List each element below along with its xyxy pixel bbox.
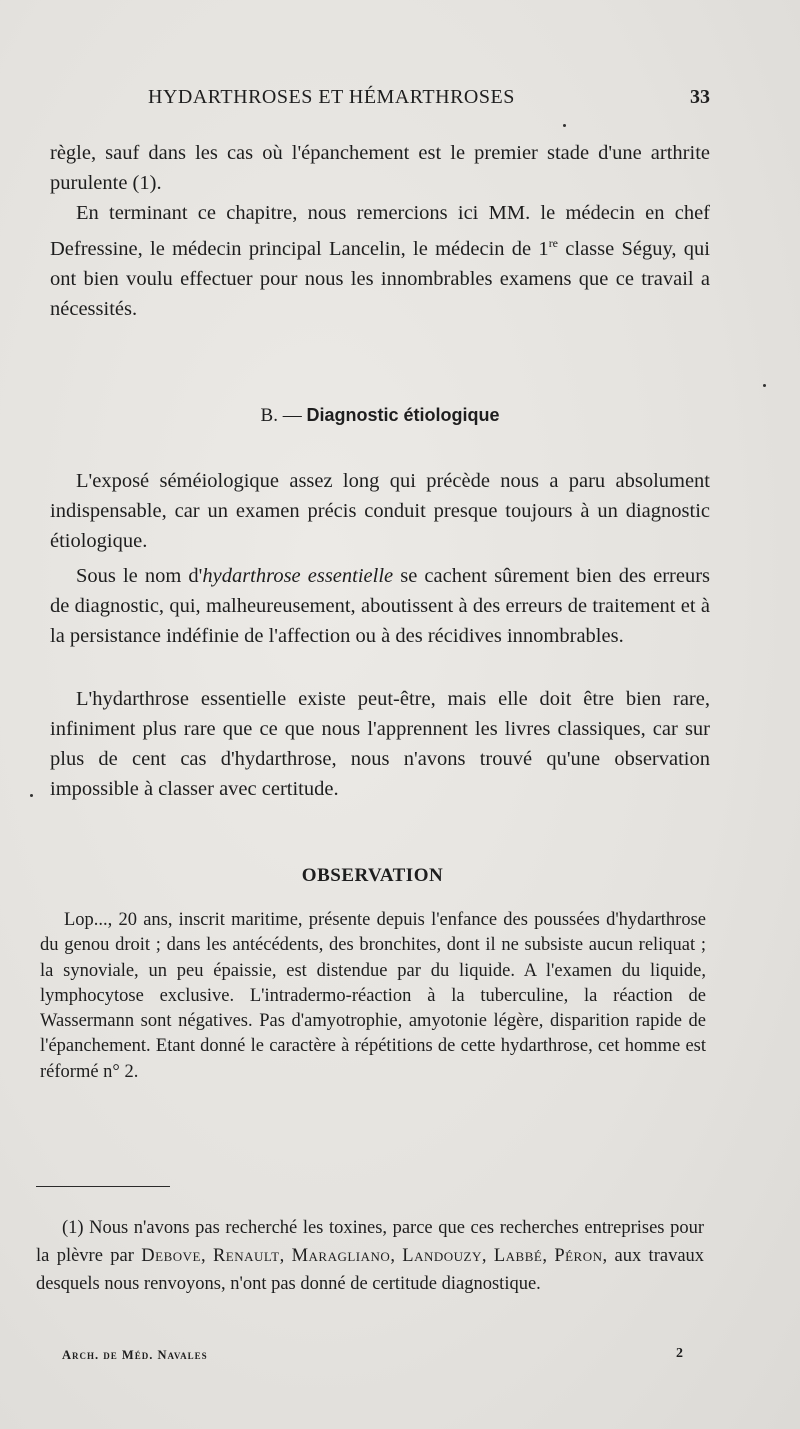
print-speck	[763, 384, 766, 387]
footnote-part1: (1) Nous n'avons pas recherché les toxines, parce que ces recherches entreprises pour la plèvre par	[36, 1218, 704, 1266]
footnote-sep: ,	[390, 1246, 403, 1266]
author-labbe: Labbé	[493, 1246, 543, 1266]
superscript-re: re	[548, 236, 559, 250]
paragraph-continuation: règle, sauf dans les cas où l'épanchement est le premier stade d'une arthrite purulente (1).	[50, 142, 710, 194]
p4-before: Sous le nom d'	[76, 565, 203, 587]
author-peron: Péron	[554, 1246, 603, 1266]
print-speck	[563, 124, 566, 127]
running-title: HYDARTHROSES ET HÉMARTHROSES	[148, 86, 515, 108]
footnote	[36, 1214, 704, 1298]
paragraph-acknowledgements	[50, 198, 710, 324]
author-renault: Renault	[212, 1246, 280, 1266]
paragraph-expose: L'exposé séméiologique assez long qui précède nous a paru absolument indispensable, car un examen précis conduit presque toujours à un diagnostic étiologique.	[50, 470, 710, 552]
page-number: 33	[690, 86, 710, 108]
section-title: Diagnostic étiologique	[306, 405, 500, 425]
footnote-sep: ,	[542, 1246, 555, 1266]
footnote-sep: ,	[279, 1246, 292, 1266]
footnote-sep: ,	[200, 1246, 213, 1266]
section-letter: B. —	[260, 405, 302, 426]
paragraph-hydarthrose-essentielle	[50, 561, 710, 651]
acknowledgements-text-start: En terminant ce chapitre, nous remercions ici MM. le médecin en chef Defressine, le médecin principal Lancelin, le médecin de 1	[50, 202, 710, 260]
footnote-part2: , aux travaux desquels nous renvoyons, n'ont pas donné de certitude diagnostique.	[36, 1246, 705, 1294]
observation-heading: OBSERVATION	[301, 865, 444, 886]
paragraph-rarity: L'hydarthrose essentielle existe peut-être, mais elle doit être bien rare, infiniment plus rare que ce que nous l'apprennent les livres classiques, car sur plus de cent cas d'hydarthrose, nous n'avons trouvé qu'une observation impossible à classer avec certitude.	[50, 688, 710, 800]
footnote-rule	[36, 1186, 170, 1187]
author-maragliano: Maragliano	[291, 1246, 391, 1266]
p4-italic-term: hydarthrose essentielle	[202, 565, 394, 587]
footnote-sep: ,	[481, 1246, 494, 1266]
journal-signature: Arch. de Méd. Navales	[62, 1348, 208, 1362]
acknowledgements-text-end: classe Séguy, qui ont bien voulu effectuer pour nous les innombrables examens que ce travail a nécessités.	[50, 237, 711, 320]
sheet-signature: 2	[676, 1346, 683, 1361]
p4-after: se cachent sûrement bien des erreurs de diagnostic, qui, malheureusement, aboutissent à des erreurs de traitement et à la persistance indéfinie de l'affection ou à des récidives innombrables.	[50, 565, 711, 647]
print-speck	[30, 794, 33, 797]
author-landouzy: Landouzy	[402, 1246, 482, 1266]
author-debove: Debove	[141, 1246, 201, 1266]
section-heading	[0, 405, 760, 427]
observation-text: Lop..., 20 ans, inscrit maritime, présente depuis l'enfance des poussées d'hydarthrose du genou droit ; dans les antécédents, des bronchites, dont il ne subsiste aucun reliquat ; la synoviale, un peu épaissie, est distendue par du liquide. A l'examen du liquide, lymphocytose exclusive. L'intradermo-réaction à la tuberculine, la réaction de Wassermann sont négatives. Pas d'amyotrophie, amyotonie légère, disparition rapide de l'épanchement. Etant donné le caractère à répétitions de cette hydarthrose, cet homme est réformé n° 2.	[40, 910, 706, 1082]
